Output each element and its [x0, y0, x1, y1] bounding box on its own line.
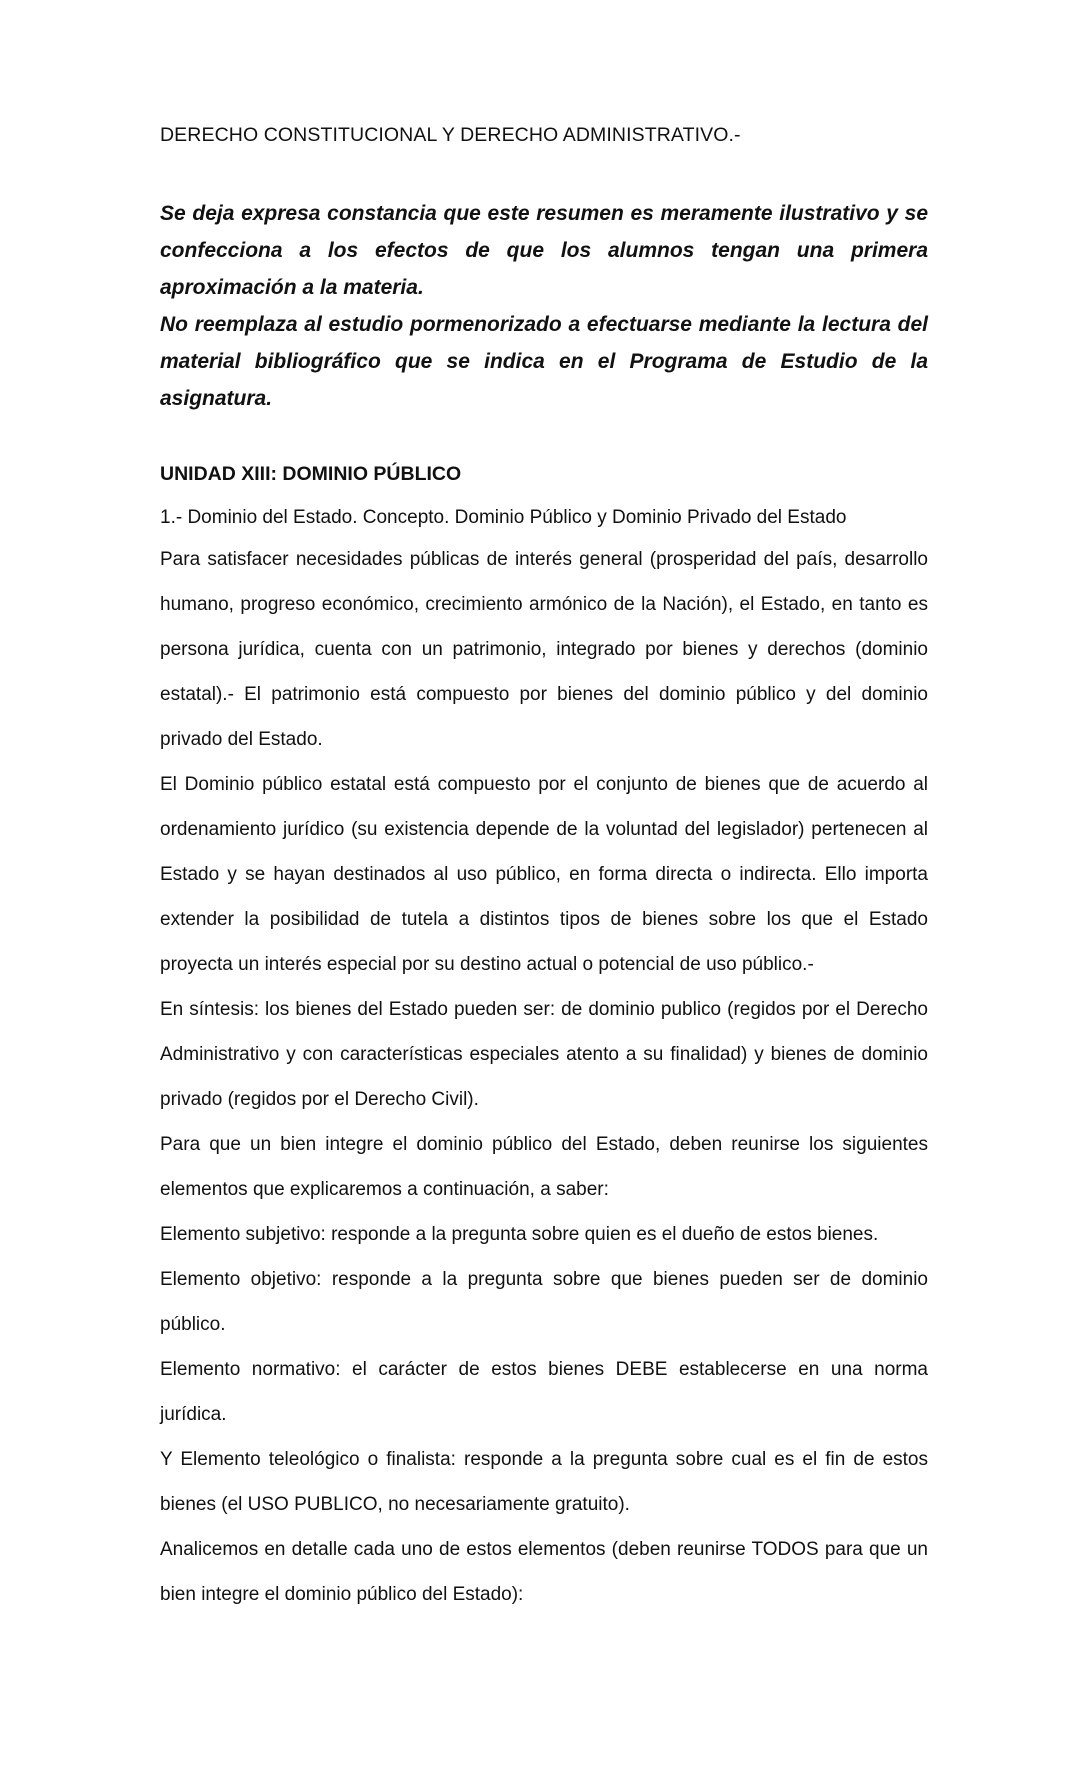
document-title: DERECHO CONSTITUCIONAL Y DERECHO ADMINISTRATIVO.- [160, 124, 741, 146]
document-page [160, 120, 928, 1617]
body-paragraph: Elemento subjetivo: responde a la pregunta sobre quien es el dueño de estos bienes. [160, 1224, 879, 1245]
body-paragraph: Para que un bien integre el dominio público del Estado, deben reunirse los siguientes elementos que explicaremos a continuación, a saber: [160, 1134, 928, 1200]
body-paragraph: Analicemos en detalle cada uno de estos elementos (deben reunirse TODOS para que un bien integre el dominio público del Estado): [160, 1539, 928, 1605]
unit-title: UNIDAD XIII: DOMINIO PÚBLICO [160, 463, 462, 485]
body-paragraph: Y Elemento teleológico o finalista: responde a la pregunta sobre cual es el fin de estos bienes (el USO PUBLICO, no necesariamente gratuito). [160, 1449, 928, 1515]
body-text [160, 503, 928, 1617]
disclaimer [160, 195, 928, 417]
disclaimer-paragraph: No reemplaza al estudio pormenorizado a efectuarse mediante la lectura del material bibliográfico que se indica en el Programa de Estudio de la asignatura. [160, 313, 928, 410]
body-paragraph: El Dominio público estatal está compuesto por el conjunto de bienes que de acuerdo al ordenamiento jurídico (su existencia depende de la voluntad del legislador) pertenecen al Estado y se hayan destinados al uso público, en forma directa o indirecta. Ello importa extender la posibilidad de tutela a distintos tipos de bienes sobre los que el Estado proyecta un interés especial por su destino actual o potencial de uso público.- [160, 774, 928, 975]
body-paragraph: Para satisfacer necesidades públicas de interés general (prosperidad del país, desarrollo humano, progreso económico, crecimiento armónico de la Nación), el Estado, en tanto es persona jurídica, cuenta con un patrimonio, integrado por bienes y derechos (dominio estatal).- El patrimonio está compuesto por bienes del dominio público y del dominio privado del Estado. [160, 549, 928, 750]
disclaimer-paragraph: Se deja expresa constancia que este resumen es meramente ilustrativo y se confecciona a los efectos de que los alumnos tengan una primera aproximación a la materia. [160, 202, 928, 299]
section-heading: 1.- Dominio del Estado. Concepto. Dominio Público y Dominio Privado del Estado [160, 507, 847, 528]
body-paragraph: Elemento objetivo: responde a la pregunta sobre que bienes pueden ser de dominio público. [160, 1269, 928, 1335]
body-paragraph: En síntesis: los bienes del Estado pueden ser: de dominio publico (regidos por el Derecho Administrativo y con características especiales atento a su finalidad) y bienes de dominio privado (regidos por el Derecho Civil). [160, 999, 928, 1110]
body-paragraph: Elemento normativo: el carácter de estos bienes DEBE establecerse en una norma jurídica. [160, 1359, 928, 1425]
